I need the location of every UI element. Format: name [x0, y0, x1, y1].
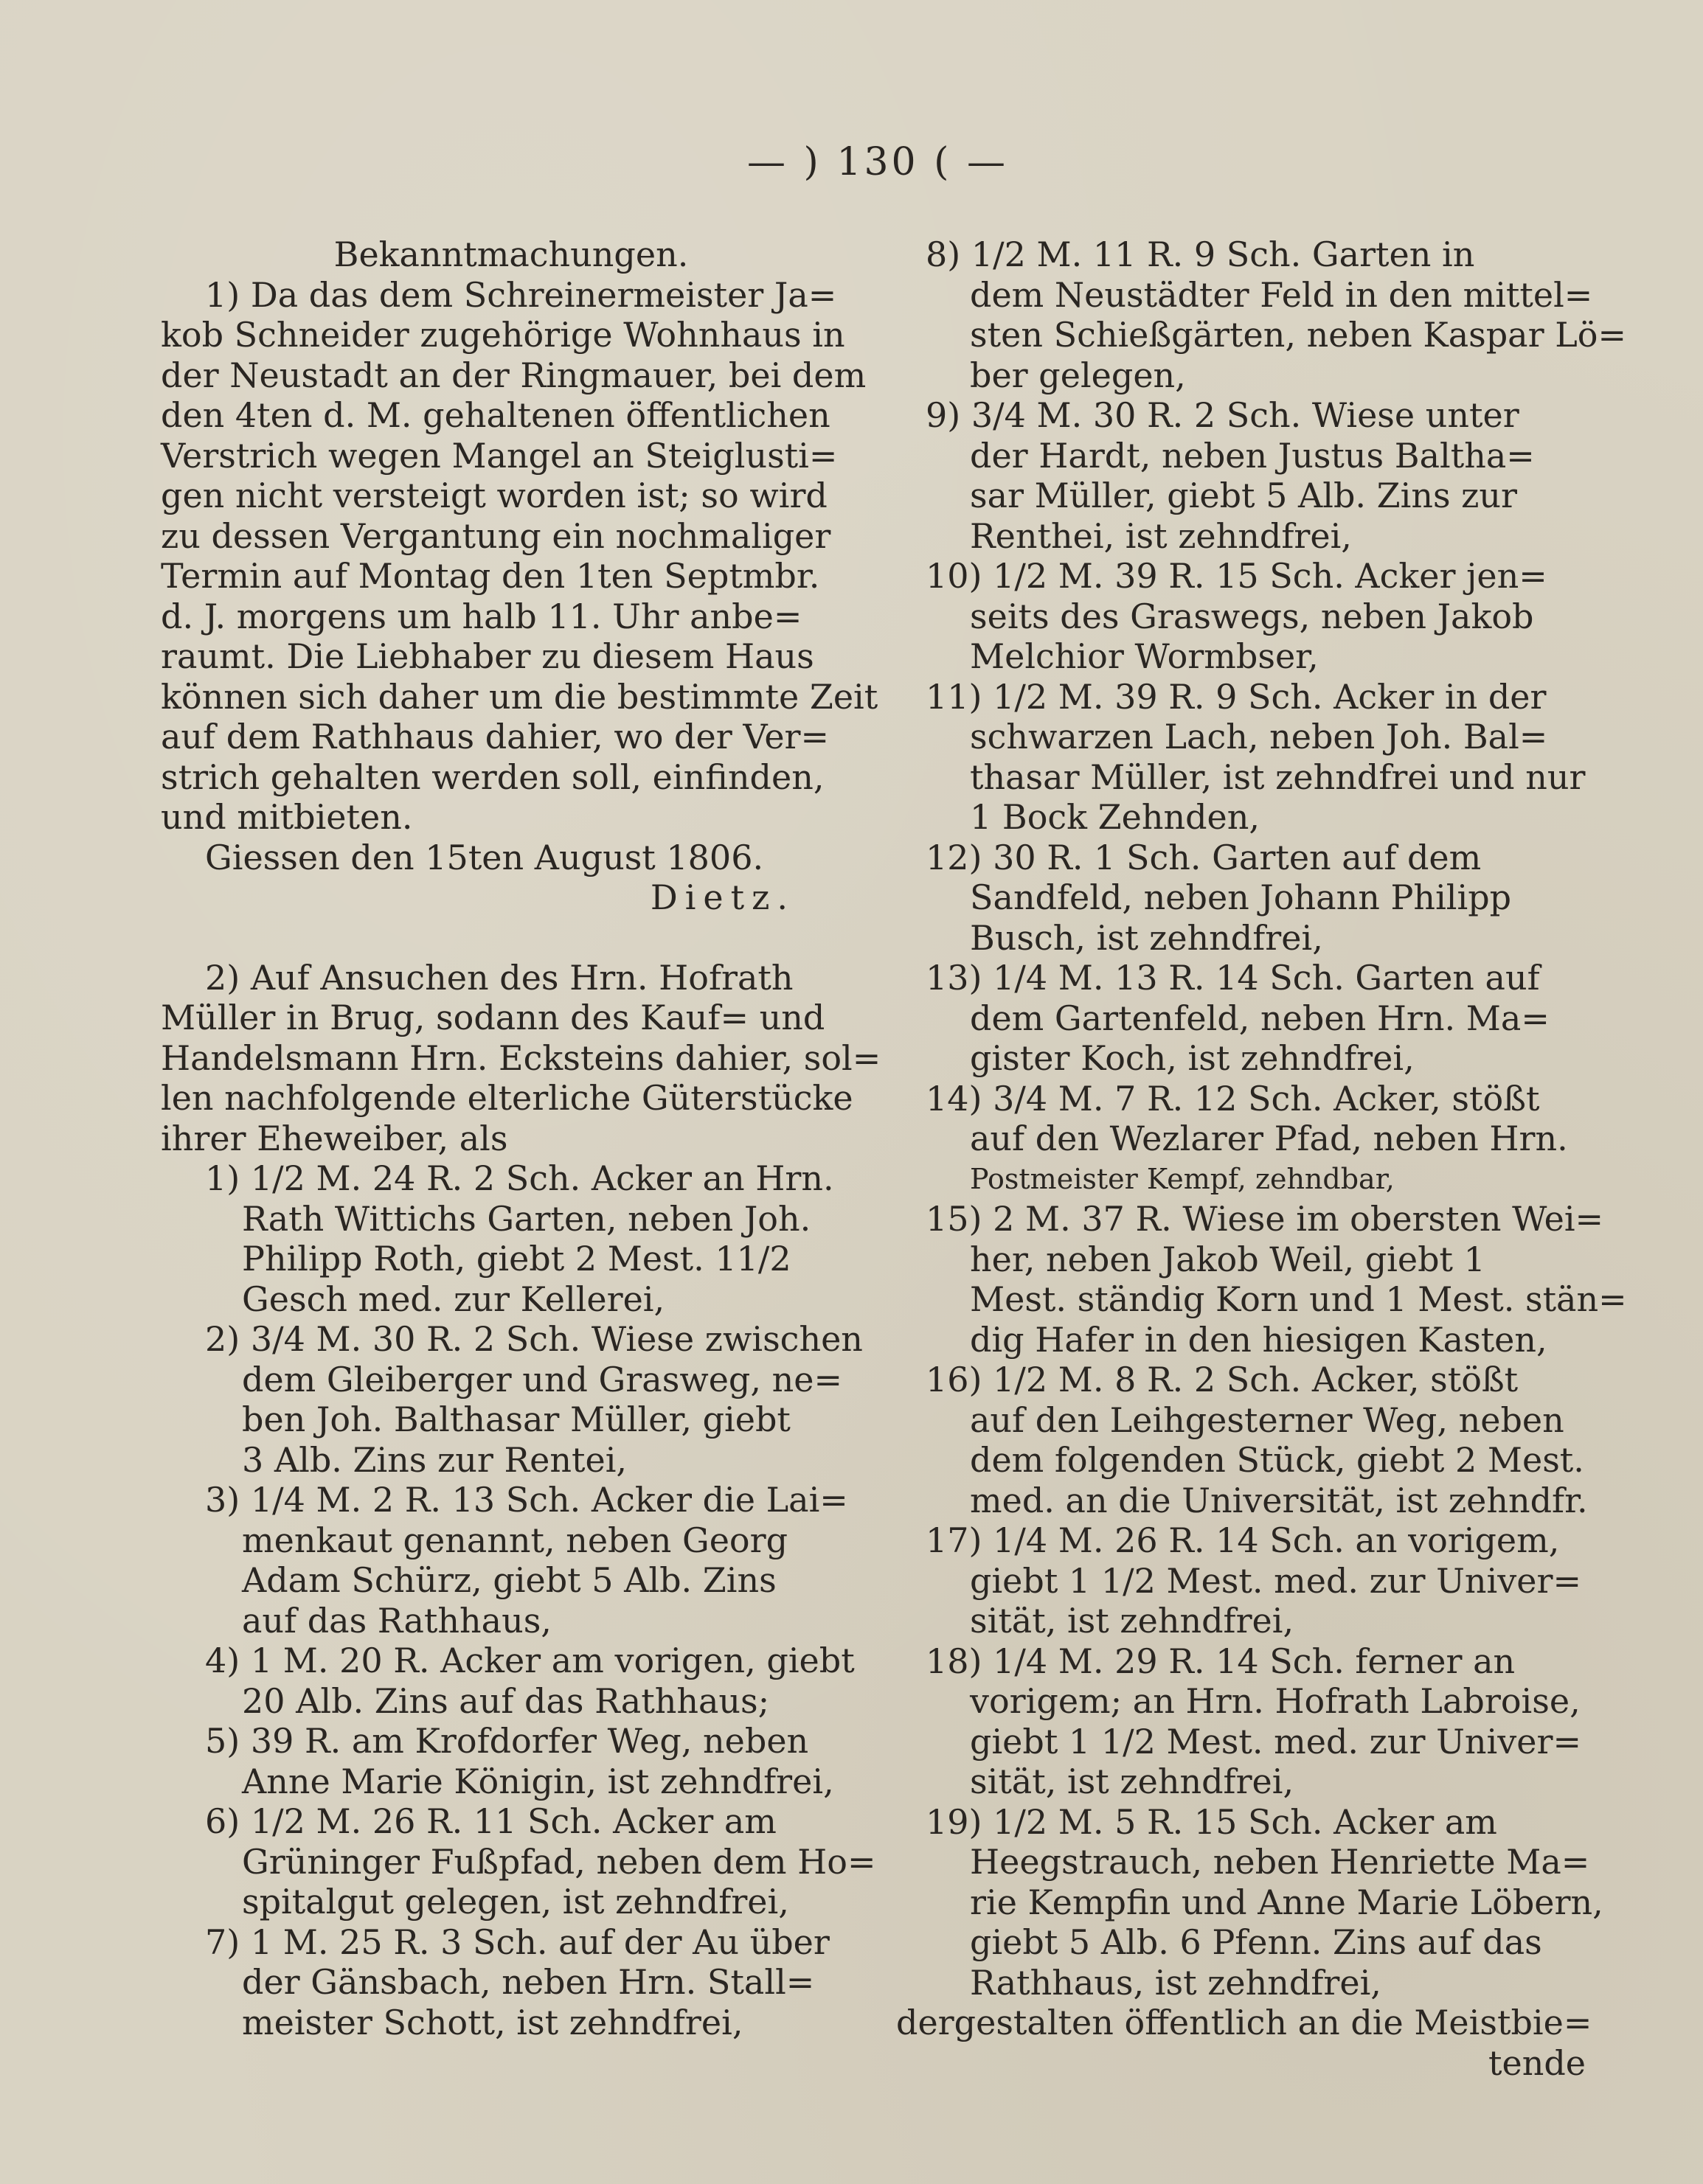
- date-line: Giessen den 15ten August 1806.: [205, 837, 764, 877]
- list-item-cont: Grüninger Fußpfad, neben dem Ho=: [242, 1841, 876, 1882]
- list-item: 6) 1/2 M. 26 R. 11 Sch. Acker am: [205, 1801, 777, 1841]
- list-item: 18) 1/4 M. 29 R. 14 Sch. ferner an: [926, 1641, 1516, 1681]
- signature: Dietz.: [650, 877, 795, 917]
- left-column: [161, 234, 881, 2042]
- page-number-header: — ) 130 ( —: [747, 140, 1008, 184]
- list-item-cont: her, neben Jakob Weil, giebt 1: [970, 1239, 1485, 1279]
- list-item: 1) 1/2 M. 24 R. 2 Sch. Acker an Hrn.: [205, 1158, 834, 1198]
- list-item-cont: Philipp Roth, giebt 2 Mest. 11/2: [242, 1239, 791, 1279]
- list-item-cont: seits des Graswegs, neben Jakob: [970, 596, 1534, 636]
- list-item-cont: Anne Marie Königin, ist zehndfrei,: [242, 1761, 834, 1801]
- list-item-cont: der Hardt, neben Justus Baltha=: [970, 435, 1535, 476]
- text-line: ihrer Eheweiber, als: [161, 1118, 508, 1158]
- list-item: 7) 1 M. 25 R. 3 Sch. auf der Au über: [205, 1922, 830, 1962]
- list-item-cont: auf den Leihgesterner Weg, neben: [970, 1399, 1564, 1440]
- list-item-cont: ber gelegen,: [970, 355, 1186, 395]
- list-item: 4) 1 M. 20 R. Acker am vorigen, giebt: [205, 1641, 855, 1680]
- list-item-cont: auf den Wezlarer Pfad, neben Hrn.: [970, 1119, 1568, 1158]
- list-item-cont: menkaut genannt, neben Georg: [242, 1520, 788, 1560]
- text-line: d. J. morgens um halb 11. Uhr anbe=: [161, 596, 802, 636]
- list-item-cont: Rath Wittichs Garten, neben Joh.: [242, 1198, 811, 1239]
- list-item-cont: der Gänsbach, neben Hrn. Stall=: [242, 1962, 815, 2002]
- list-item-cont: 1 Bock Zehnden,: [970, 797, 1260, 837]
- text-line: auf dem Rathhaus dahier, wo der Ver=: [161, 717, 830, 757]
- list-item: 10) 1/2 M. 39 R. 15 Sch. Acker jen=: [926, 556, 1547, 596]
- text-line: Verstrich wegen Mangel an Steiglusti=: [161, 435, 838, 476]
- list-item: 11) 1/2 M. 39 R. 9 Sch. Acker in der: [926, 676, 1547, 717]
- list-item-cont: dem folgenden Stück, giebt 2 Mest.: [970, 1440, 1584, 1480]
- list-item: 12) 30 R. 1 Sch. Garten auf dem: [926, 837, 1482, 877]
- text-line: den 4ten d. M. gehaltenen öffentlichen: [161, 395, 830, 435]
- list-item-cont: dem Neustädter Feld in den mittel=: [970, 274, 1593, 315]
- list-item-cont: sten Schießgärten, neben Kaspar Lö=: [970, 315, 1626, 355]
- list-item-cont: dig Hafer in den hiesigen Kasten,: [970, 1319, 1547, 1360]
- list-item-cont: gister Koch, ist zehndfrei,: [970, 1038, 1415, 1078]
- list-item-cont: meister Schott, ist zehndfrei,: [242, 2002, 743, 2042]
- list-item-cont: med. an die Universität, ist zehndfr.: [970, 1480, 1588, 1520]
- text-line: 1) Da das dem Schreinermeister Ja=: [205, 274, 837, 315]
- list-item: 3) 1/4 M. 2 R. 13 Sch. Acker die Lai=: [205, 1480, 848, 1520]
- list-item-cont: giebt 5 Alb. 6 Pfenn. Zins auf das: [970, 1922, 1542, 1962]
- list-item-cont: schwarzen Lach, neben Joh. Bal=: [970, 717, 1548, 757]
- list-item-cont: ben Joh. Balthasar Müller, giebt: [242, 1399, 791, 1439]
- text-line: len nachfolgende elterliche Güterstücke: [161, 1078, 853, 1118]
- list-item-cont: Melchior Wormbser,: [970, 636, 1319, 676]
- list-item-cont: Postmeister Kempf, zehndbar,: [970, 1162, 1395, 1195]
- list-item-cont: Sandfeld, neben Johann Philipp: [970, 877, 1512, 917]
- list-item: 17) 1/4 M. 26 R. 14 Sch. an vorigem,: [926, 1520, 1560, 1560]
- list-item-cont: giebt 1 1/2 Mest. med. zur Univer=: [970, 1560, 1581, 1601]
- list-item-cont: 3 Alb. Zins zur Rentei,: [242, 1439, 628, 1480]
- list-item-cont: 20 Alb. Zins auf das Rathhaus;: [242, 1680, 770, 1721]
- list-item-cont: Adam Schürz, giebt 5 Alb. Zins: [242, 1560, 777, 1600]
- list-item-cont: Busch, ist zehndfrei,: [970, 917, 1323, 958]
- text-line: kob Schneider zugehörige Wohnhaus in: [161, 315, 845, 355]
- list-item: 13) 1/4 M. 13 R. 14 Sch. Garten auf: [926, 958, 1540, 998]
- list-item-cont: vorigem; an Hrn. Hofrath Labroise,: [970, 1681, 1581, 1721]
- list-item: 19) 1/2 M. 5 R. 15 Sch. Acker am: [926, 1801, 1497, 1842]
- text-line: Termin auf Montag den 1ten Septmbr.: [161, 556, 820, 596]
- list-item: 2) 3/4 M. 30 R. 2 Sch. Wiese zwischen: [205, 1319, 863, 1359]
- list-item-cont: sität, ist zehndfrei,: [970, 1601, 1294, 1641]
- paragraph-gap: [161, 918, 861, 958]
- text-line: der Neustadt an der Ringmauer, bei dem: [161, 355, 867, 395]
- text-line: zu dessen Vergantung ein nochmaliger: [161, 515, 831, 556]
- text-line: können sich daher um die bestimmte Zeit: [161, 676, 878, 717]
- list-item-cont: sar Müller, giebt 5 Alb. Zins zur: [970, 476, 1518, 515]
- list-item-cont: spitalgut gelegen, ist zehndfrei,: [242, 1882, 789, 1922]
- list-item-cont: Heegstrauch, neben Henriette Ma=: [970, 1842, 1590, 1882]
- text-line: strich gehalten werden soll, einfinden,: [161, 757, 825, 797]
- text-line: Müller in Brug, sodann des Kauf= und: [161, 998, 825, 1037]
- section-title: Bekanntmachungen.: [333, 234, 689, 274]
- list-item-cont: Gesch med. zur Kellerei,: [242, 1279, 665, 1319]
- text-line: dergestalten öffentlich an die Meistbie=: [896, 2003, 1592, 2042]
- text-line: und mitbieten.: [161, 797, 413, 837]
- text-line: raumt. Die Liebhaber zu diesem Haus: [161, 636, 814, 676]
- list-item-cont: dem Gartenfeld, neben Hrn. Ma=: [970, 998, 1550, 1038]
- list-item: 15) 2 M. 37 R. Wiese im obersten Wei=: [926, 1199, 1604, 1239]
- list-item-cont: Mest. ständig Korn und 1 Mest. stän=: [970, 1279, 1627, 1319]
- list-item-cont: Renthei, ist zehndfrei,: [970, 515, 1352, 556]
- list-item-cont: rie Kempfin und Anne Marie Löbern,: [970, 1882, 1603, 1922]
- list-item: 8) 1/2 M. 11 R. 9 Sch. Garten in: [926, 234, 1475, 274]
- list-item-cont: Rathhaus, ist zehndfrei,: [970, 1962, 1381, 2003]
- list-item-cont: thasar Müller, ist zehndfrei und nur: [970, 757, 1586, 797]
- list-item-cont: sität, ist zehndfrei,: [970, 1762, 1294, 1801]
- text-line: Handelsmann Hrn. Ecksteins dahier, sol=: [161, 1037, 881, 1078]
- list-item: 9) 3/4 M. 30 R. 2 Sch. Wiese unter: [926, 395, 1519, 435]
- text-line: gen nicht versteigt worden ist; so wird: [161, 476, 828, 515]
- list-item: 16) 1/2 M. 8 R. 2 Sch. Acker, stößt: [926, 1360, 1519, 1399]
- list-item-cont: dem Gleiberger und Grasweg, ne=: [242, 1359, 843, 1399]
- list-item: 14) 3/4 M. 7 R. 12 Sch. Acker, stößt: [926, 1078, 1540, 1119]
- list-item-cont: auf das Rathhaus,: [242, 1600, 552, 1641]
- text-line: 2) Auf Ansuchen des Hrn. Hofrath: [205, 957, 794, 998]
- right-column: [896, 234, 1627, 2083]
- list-item: 5) 39 R. am Krofdorfer Weg, neben: [205, 1721, 809, 1761]
- catchword: tende: [1488, 2042, 1586, 2083]
- list-item-cont: giebt 1 1/2 Mest. med. zur Univer=: [970, 1721, 1581, 1762]
